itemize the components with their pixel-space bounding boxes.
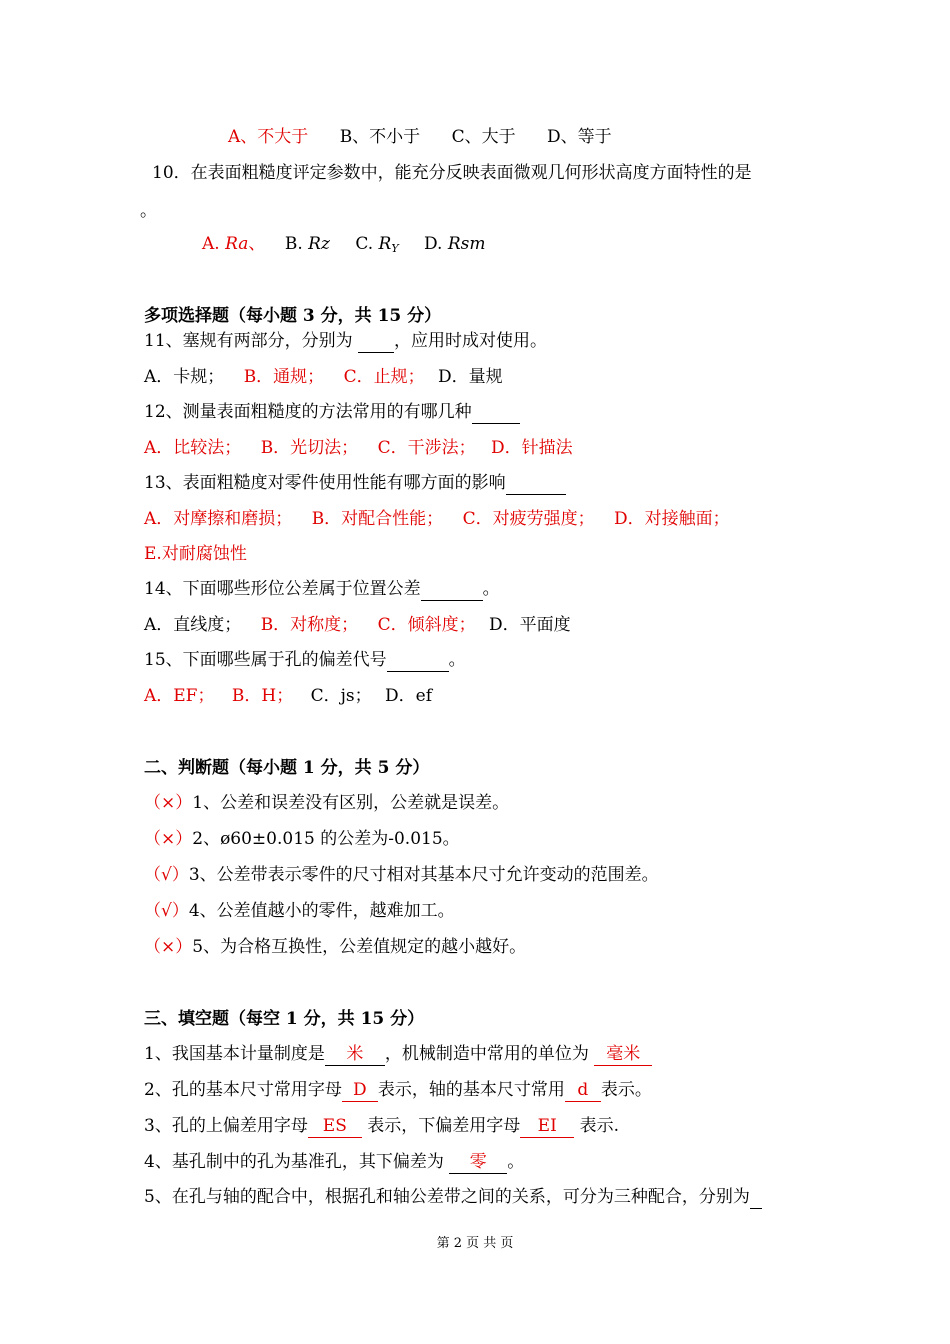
q11-option-d: D．量规 xyxy=(438,367,503,387)
fill4-pre: 4、基孔制中的孔为基准孔，其下偏差为 xyxy=(144,1152,450,1172)
fill3-answer-1: ES xyxy=(308,1115,362,1138)
q14-stem-text: 14、下面哪些形位公差属于位置公差 xyxy=(144,579,421,599)
q11-stem-pre: 11、塞规有两部分，分别为 xyxy=(144,331,359,351)
q10-c-sub: Y xyxy=(391,242,399,255)
q13-stem-text: 13、表面粗糙度对零件使用性能有哪方面的影响 xyxy=(144,473,506,493)
q9-option-a: A、不大于 xyxy=(228,127,309,147)
judge-text: 3、公差带表示零件的尺寸相对其基本尺寸允许变动的范围差。 xyxy=(188,865,659,885)
q12-option-c: C．干涉法； xyxy=(377,438,476,458)
q15-blank xyxy=(387,649,449,672)
q14-option-a: A．直线度； xyxy=(144,615,242,635)
q11-option-c: C．止规； xyxy=(343,367,425,387)
judge-text: 2、ø60±0.015 的公差为-0.015。 xyxy=(192,829,460,849)
q10-b-prefix: B. xyxy=(284,234,309,254)
page-footer: 第 2 页 共 页 xyxy=(436,1236,514,1251)
q13-option-e: E.对耐腐蚀性 xyxy=(144,544,247,564)
q11-option-a: A．卡规； xyxy=(144,367,225,387)
judge-mark: （×） xyxy=(144,793,193,813)
q15-stem-text: 15、下面哪些属于孔的偏差代号 xyxy=(144,650,387,670)
q15-option-d: D．ef xyxy=(385,686,433,706)
judge-text: 1、公差和误差没有区别，公差就是误差。 xyxy=(192,793,510,813)
fill1-answer-1: 米 xyxy=(325,1043,385,1066)
q10-stem-end: 。 xyxy=(140,201,157,221)
q12-blank xyxy=(472,401,520,424)
q12-stem xyxy=(144,401,520,424)
q11-blank xyxy=(358,330,394,353)
q11-stem-post: ，应用时成对使用。 xyxy=(394,331,548,351)
fill1-answer-2: 毫米 xyxy=(594,1043,652,1066)
q11-option-b: B．通规； xyxy=(243,367,325,387)
q15-option-c: C．js； xyxy=(310,686,372,706)
q12-option-b: B．光切法； xyxy=(260,438,359,458)
section-judge-title: 二、判断题（每小题 1 分，共 5 分） xyxy=(144,758,430,778)
q12-option-a: A．比较法； xyxy=(144,438,242,458)
q9-options xyxy=(228,126,612,148)
q13-blank xyxy=(506,472,566,495)
q13-option-c: C．对疲劳强度； xyxy=(462,509,595,529)
q14-options xyxy=(144,614,571,636)
fill2-answer-2: d xyxy=(565,1079,601,1102)
fill3-answer-2: EI xyxy=(520,1115,574,1138)
q12-option-d: D．针描法 xyxy=(491,438,573,458)
fill2-answer-1: D xyxy=(342,1079,378,1102)
fill4-post: 。 xyxy=(507,1152,525,1172)
judge-text: 5、为合格互换性，公差值规定的越小越好。 xyxy=(192,937,527,957)
q10-d-param: Rsm xyxy=(447,234,486,254)
fill2-pre: 2、孔的基本尺寸常用字母 xyxy=(144,1080,342,1100)
q14-blank xyxy=(421,578,483,601)
q10-option-b xyxy=(285,234,330,254)
fill1-pre: 1、我国基本计量制度是 xyxy=(144,1044,325,1064)
q12-options xyxy=(144,437,573,459)
q10-c-prefix: C. xyxy=(355,234,379,254)
q10-stem: 10．在表面粗糙度评定参数中，能充分反映表面微观几何形状高度方面特性的是 xyxy=(152,163,752,183)
fill2-post: 表示。 xyxy=(600,1080,652,1100)
fill3-pre: 3、孔的上偏差用字母 xyxy=(144,1116,308,1136)
q10-a-suffix: 、 xyxy=(248,234,266,254)
q10-d-prefix: D. xyxy=(424,234,448,254)
q14-option-d: D．平面度 xyxy=(489,615,571,635)
q9-option-d: D、等于 xyxy=(547,127,612,147)
q14-stem-end: 。 xyxy=(482,579,500,599)
q9-option-c: C、大于 xyxy=(451,127,516,147)
q15-options xyxy=(144,685,432,707)
q15-option-b: B．H； xyxy=(231,686,294,706)
q13-option-d: D．对接触面； xyxy=(614,509,730,529)
judge-item xyxy=(144,864,659,886)
fill-item-4 xyxy=(144,1151,524,1174)
fill5-pre: 5、在孔与轴的配合中，根据孔和轴公差带之间的关系，可分为三种配合，分别为 xyxy=(144,1187,750,1207)
q10-option-d xyxy=(424,234,486,254)
section-multi-title: 多项选择题（每小题 3 分，共 15 分） xyxy=(144,306,442,326)
section-fill-title: 三、填空题（每空 1 分，共 15 分） xyxy=(144,1009,425,1029)
q14-option-b: B．对称度； xyxy=(260,615,359,635)
q13-stem xyxy=(144,472,566,495)
q14-stem xyxy=(144,578,500,601)
q13-options xyxy=(144,508,730,530)
fill5-blank xyxy=(750,1186,762,1209)
q15-stem xyxy=(144,649,466,672)
fill1-mid: ，机械制造中常用的单位为 xyxy=(384,1044,595,1064)
fill-item-3 xyxy=(144,1115,619,1138)
judge-item xyxy=(144,936,526,958)
q10-options xyxy=(202,233,486,260)
q11-options xyxy=(144,366,503,388)
q15-option-a: A．EF； xyxy=(144,686,215,706)
judge-mark: （×） xyxy=(144,829,193,849)
judge-mark: （√） xyxy=(144,865,189,885)
q10-a-param: Ra xyxy=(225,234,249,254)
fill-item-5 xyxy=(144,1186,762,1209)
judge-mark: （×） xyxy=(144,937,193,957)
q10-c-param: R xyxy=(378,234,392,254)
q9-option-b: B、不小于 xyxy=(339,127,421,147)
judge-text: 4、公差值越小的零件，越难加工。 xyxy=(188,901,455,921)
fill2-mid: 表示，轴的基本尺寸常用 xyxy=(377,1080,565,1100)
q12-stem-text: 12、测量表面粗糙度的方法常用的有哪几种 xyxy=(144,402,472,422)
q13-option-b: B．对配合性能； xyxy=(311,509,444,529)
q10-option-c xyxy=(355,234,398,254)
fill3-post: 表示. xyxy=(574,1116,620,1136)
q14-option-c: C．倾斜度； xyxy=(377,615,476,635)
q11-stem xyxy=(144,330,547,353)
judge-item xyxy=(144,900,455,922)
q13-option-a: A．对摩擦和磨损； xyxy=(144,509,293,529)
q10-a-prefix: A. xyxy=(202,234,226,254)
fill3-mid: 表示，下偏差用字母 xyxy=(361,1116,521,1136)
q10-option-a xyxy=(202,234,265,254)
fill4-answer-1: 零 xyxy=(449,1151,507,1174)
q15-stem-end: 。 xyxy=(448,650,466,670)
fill-item-2 xyxy=(144,1079,652,1102)
judge-item xyxy=(144,828,460,850)
q10-b-param: Rz xyxy=(308,234,330,254)
judge-item xyxy=(144,792,509,814)
fill-item-1 xyxy=(144,1043,652,1066)
judge-mark: （√） xyxy=(144,901,189,921)
